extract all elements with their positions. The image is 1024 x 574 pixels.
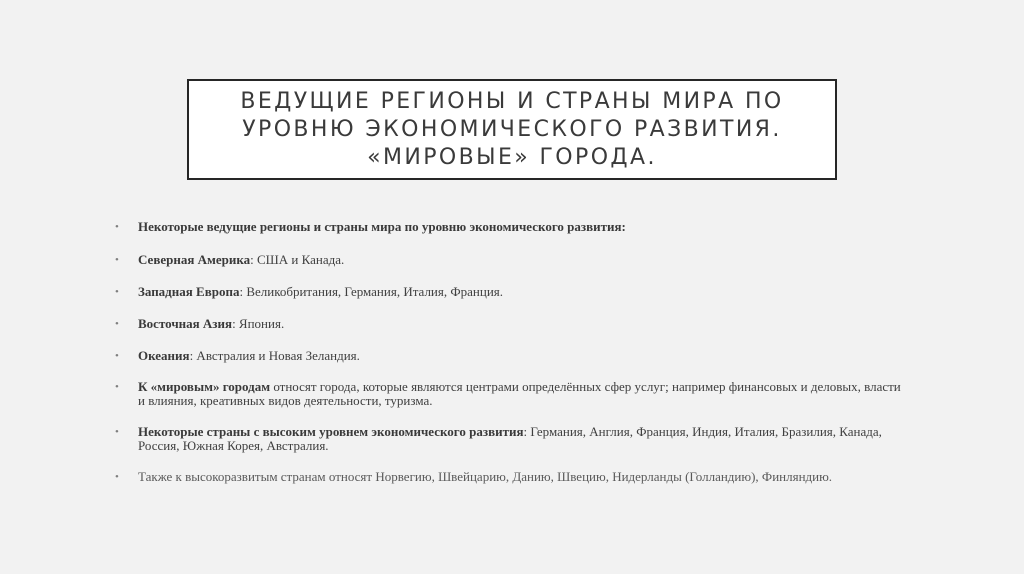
slide-title-box bbox=[187, 79, 837, 180]
bullet-bold-text: Некоторые страны с высоким уровнем экономического развития bbox=[138, 424, 524, 439]
bullet-text: : США и Канада. bbox=[250, 252, 345, 267]
bullet-icon: • bbox=[115, 254, 119, 266]
bullet-item-oceania bbox=[115, 349, 905, 363]
bullet-bold-text: К «мировым» городам bbox=[138, 379, 271, 394]
bullet-icon: • bbox=[115, 471, 119, 483]
bullet-icon: • bbox=[115, 318, 119, 330]
bullet-list bbox=[115, 220, 905, 484]
slide-title-line-2: УРОВНЮ ЭКОНОМИЧЕСКОГО РАЗВИТИЯ. bbox=[242, 116, 782, 142]
bullet-text: : Австралия и Новая Зеландия. bbox=[189, 348, 360, 363]
bullet-icon: • bbox=[115, 286, 119, 298]
bullet-item-world-cities bbox=[115, 380, 905, 408]
bullet-item-intro bbox=[115, 220, 905, 234]
bullet-icon: • bbox=[115, 350, 119, 362]
bullet-icon: • bbox=[115, 221, 119, 233]
bullet-bold-text: Западная Европа bbox=[138, 284, 240, 299]
bullet-text: : Япония. bbox=[232, 316, 285, 331]
bullet-icon: • bbox=[115, 381, 119, 393]
slide-title-line-1: ВЕДУЩИЕ РЕГИОНЫ И СТРАНЫ МИРА ПО bbox=[240, 88, 784, 114]
bullet-text: относят города, которые являются центрами определённых сфер услуг; например финансовых и деловых, власти и влияния, креативных видов деятельности, туризма. bbox=[138, 379, 901, 408]
bullet-text: : Великобритания, Германия, Италия, Франция. bbox=[239, 284, 504, 299]
bullet-item-other-developed bbox=[115, 470, 905, 484]
bullet-bold-text: Океания bbox=[138, 348, 190, 363]
bullet-text: Также к высокоразвитым странам относят Норвегию, Швейцарию, Данию, Швецию, Нидерланды (Голландию), Финляндию. bbox=[138, 469, 833, 484]
bullet-bold-text: Некоторые ведущие регионы и страны мира по уровню экономического развития: bbox=[138, 219, 626, 234]
slide-title-line-3: «МИРОВЫЕ» ГОРОДА. bbox=[367, 144, 657, 170]
bullet-bold-text: Северная Америка bbox=[138, 252, 251, 267]
bullet-bold-text: Восточная Азия bbox=[138, 316, 233, 331]
bullet-item-western-europe bbox=[115, 285, 905, 299]
bullet-item-north-america bbox=[115, 253, 905, 267]
bullet-item-east-asia bbox=[115, 317, 905, 331]
bullet-icon: • bbox=[115, 426, 119, 438]
bullet-text: : Германия, Англия, Франция, Индия, Италия, Бразилия, Канада, Россия, Южная Корея, Австралия. bbox=[138, 424, 882, 453]
bullet-item-developed-countries bbox=[115, 425, 905, 453]
